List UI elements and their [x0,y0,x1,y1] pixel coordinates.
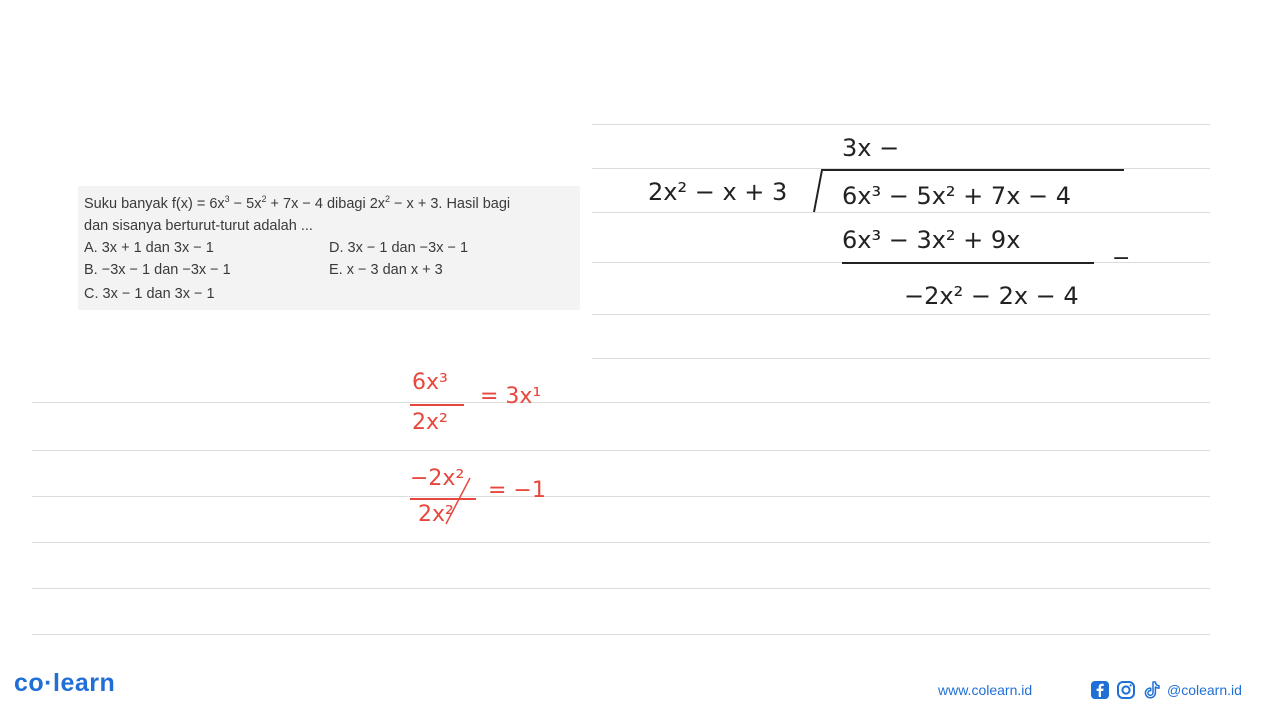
calc1-result: = 3x¹ [480,384,542,409]
option-b: B. −3x − 1 dan −3x − 1 [84,262,231,278]
option-e: E. x − 3 dan x + 3 [329,262,443,278]
ruled-line [592,314,1210,315]
calc1-denominator: 2x² [412,410,448,435]
cancel-strike [440,474,476,528]
remainder-line: −2x² − 2x − 4 [904,282,1079,310]
product-line: 6x³ − 3x² + 9x [842,226,1021,254]
calc1-numerator: 6x³ [412,370,448,395]
calc2-denominator: 2x² [418,502,454,527]
ruled-line [32,496,1210,497]
ruled-line [32,542,1210,543]
social-handle[interactable]: @colearn.id [1167,682,1242,698]
minus-sign: − [1112,246,1131,271]
facebook-icon[interactable] [1090,680,1110,700]
subtraction-bar [840,260,1100,266]
ruled-line [32,402,1210,403]
calc1-fraction-bar [408,403,468,407]
calc2-numerator: −2x² [410,466,465,491]
ruled-line [592,124,1210,125]
ruled-line [592,358,1210,359]
question-line-1: Suku banyak $f(x) = 6x^3 - 5x^2 + 7x - 4$ dibagi $2x^2 - x + 3$. Hasil bagi [84,194,511,212]
dividend: 6x³ − 5x² + 7x − 4 [842,182,1072,210]
instagram-icon[interactable] [1116,680,1136,700]
tiktok-icon[interactable] [1142,680,1162,700]
question-line-2: dan sisanya berturut-turut adalah ... [84,218,313,234]
quotient: 3x − [842,134,900,162]
ruled-line [32,450,1210,451]
option-a: A. 3x + 1 dan 3x − 1 [84,240,214,256]
ruled-line [32,634,1210,635]
option-c: C. 3x − 1 dan 3x − 1 [84,286,215,302]
colearn-logo: co·learn [14,669,116,697]
divisor: 2x² − x + 3 [648,178,788,206]
ruled-line [32,588,1210,589]
website-link[interactable]: www.colearn.id [938,682,1033,698]
calc2-result: = −1 [488,478,546,503]
option-d: D. 3x − 1 dan −3x − 1 [329,240,469,256]
